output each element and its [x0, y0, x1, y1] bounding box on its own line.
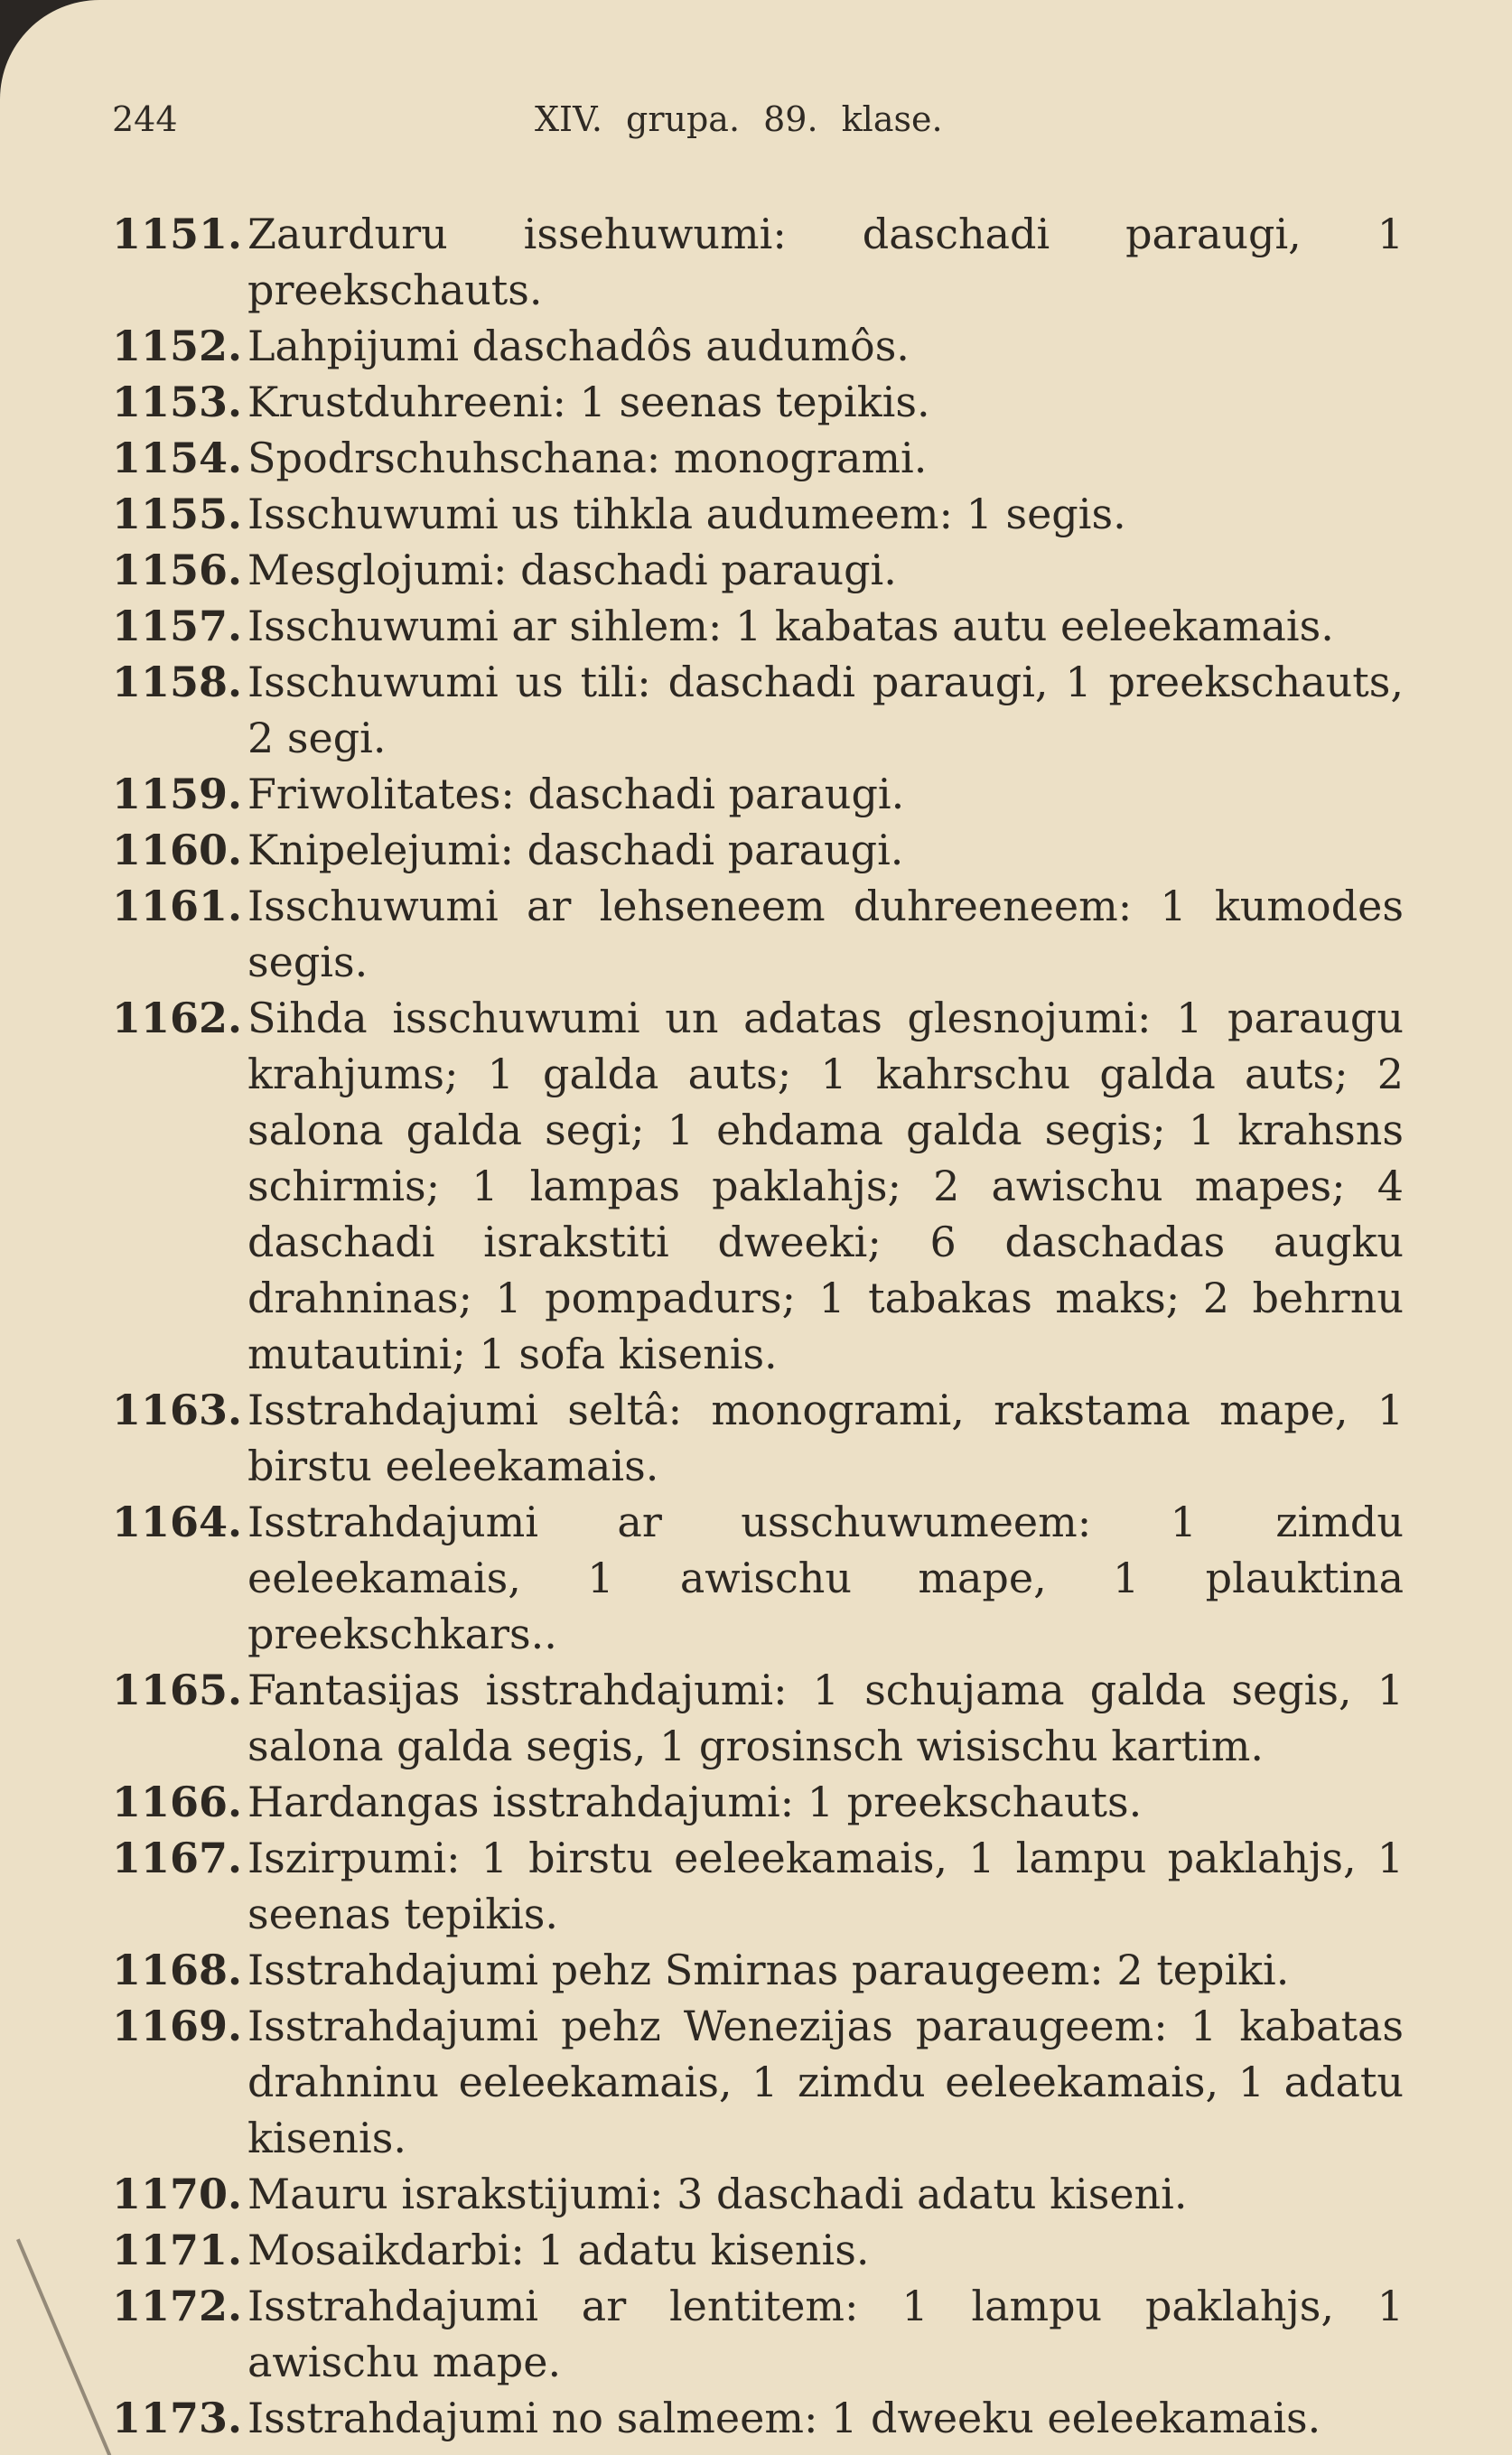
page-header: [112, 90, 1422, 145]
catalog-entry: [112, 2278, 1404, 2390]
catalog-entry: [112, 430, 1404, 486]
entry-number: 1160.: [112, 826, 243, 874]
catalog-entry: [112, 2166, 1404, 2222]
catalog-entry: [112, 542, 1404, 598]
entry-number: 1166.: [112, 1778, 243, 1826]
entry-number: 1155.: [112, 490, 243, 538]
catalog-entry: [112, 1382, 1404, 1494]
entry-number: 1154.: [112, 434, 243, 482]
catalog-entry: [112, 654, 1404, 766]
catalog-entry: [112, 878, 1404, 990]
entry-text: Sihda isschuwumi un adatas glesnojumi: 1 paraugu krahjums; 1 galda auts; 1 kahrschu galda auts; 2 salona galda segi; 1 ehdama galda segis; 1 krahsns schirmis; 1 lampas paklahjs; 2 awischu mapes; 4 daschadi israkstiti dweeki; 6 daschadas augku drahninas; 1 pompadurs; 1 tabakas maks; 2 behrnu mutautini; 1 sofa kisenis.: [247, 994, 1404, 1378]
running-title: XIV. grupa. 89. klase.: [535, 99, 943, 139]
entry-text: Iszirpumi: 1 birstu eeleekamais, 1 lampu paklahjs, 1 seenas tepikis.: [247, 1834, 1404, 1938]
catalog-entry: [112, 2222, 1404, 2278]
entry-number: 1170.: [112, 2170, 243, 2218]
entry-text: Isschuwumi ar lehseneem duhreeneem: 1 kumodes segis.: [247, 882, 1404, 986]
entry-number: 1167.: [112, 1834, 243, 1882]
entry-text: Isstrahdajumi ar usschuwumeem: 1 zimdu eeleekamais, 1 awischu mape, 1 plauktina preekschkars..: [247, 1498, 1404, 1658]
catalog-entry: [112, 374, 1404, 430]
entry-text: Mesglojumi: daschadi paraugi.: [247, 546, 897, 594]
catalog-entry: [112, 1942, 1404, 1998]
catalog-entry: [112, 1774, 1404, 1830]
entry-number: 1173.: [112, 2394, 243, 2442]
entry-text: Mosaikdarbi: 1 adatu kisenis.: [247, 2226, 870, 2274]
entry-number: 1159.: [112, 770, 243, 818]
page-number: 244: [112, 99, 178, 139]
entry-text: Mauru israkstijumi: 3 daschadi adatu kiseni.: [247, 2170, 1188, 2218]
page-crease: [16, 2238, 111, 2455]
entry-text: Fantasijas isstrahdajumi: 1 schujama galda segis, 1 salona galda segis, 1 grosinsch wisischu kartim.: [247, 1666, 1404, 1770]
entry-text: Isschuwumi us tili: daschadi paraugi, 1 preekschauts, 2 segi.: [247, 658, 1404, 762]
entry-number: 1156.: [112, 546, 243, 594]
entry-text: Isstrahdajumi ar lentitem: 1 lampu paklahjs, 1 awischu mape.: [247, 2282, 1404, 2386]
catalog-entries: [112, 206, 1404, 2446]
entry-text: Isstrahdajumi pehz Smirnas paraugeem: 2 tepiki.: [247, 1946, 1290, 1994]
catalog-entry: [112, 1998, 1404, 2166]
entry-text: Friwolitates: daschadi paraugi.: [247, 770, 905, 818]
entry-number: 1171.: [112, 2226, 243, 2274]
catalog-entry: [112, 990, 1404, 1382]
entry-text: Krustduhreeni: 1 seenas tepikis.: [247, 378, 930, 426]
entry-text: Zaurduru issehuwumi: daschadi paraugi, 1 preekschauts.: [247, 210, 1404, 314]
entry-number: 1157.: [112, 602, 243, 650]
entry-text: Isstrahdajumi pehz Wenezijas paraugeem: 1 kabatas drahninu eeleekamais, 1 zimdu eeleekamais, 1 adatu kisenis.: [247, 2002, 1404, 2162]
catalog-entry: [112, 822, 1404, 878]
entry-number: 1152.: [112, 322, 243, 370]
entry-number: 1172.: [112, 2282, 243, 2330]
entry-text: Isstrahdajumi no salmeem: 1 dweeku eeleekamais.: [247, 2394, 1321, 2442]
entry-text: Hardangas isstrahdajumi: 1 preekschauts.: [247, 1778, 1143, 1826]
catalog-entry: [112, 2390, 1404, 2446]
entry-number: 1162.: [112, 994, 243, 1042]
catalog-entry: [112, 486, 1404, 542]
entry-number: 1168.: [112, 1946, 243, 1994]
catalog-entry: [112, 598, 1404, 654]
entry-number: 1153.: [112, 378, 243, 426]
entry-text: Isstrahdajumi seltâ: monogrami, rakstama mape, 1 birstu eeleekamais.: [247, 1386, 1404, 1490]
entry-text: Lahpijumi daschadôs audumôs.: [247, 322, 910, 370]
entry-number: 1163.: [112, 1386, 243, 1434]
entry-number: 1169.: [112, 2002, 243, 2050]
entry-text: Spodrschuhschana: monogrami.: [247, 434, 928, 482]
entry-number: 1151.: [112, 210, 243, 258]
catalog-entry: [112, 206, 1404, 318]
entry-number: 1161.: [112, 882, 243, 930]
entry-number: 1165.: [112, 1666, 243, 1714]
entry-number: 1158.: [112, 658, 243, 706]
entry-number: 1164.: [112, 1498, 243, 1546]
catalog-entry: [112, 766, 1404, 822]
entry-text: Knipelejumi: daschadi paraugi.: [247, 826, 904, 874]
entry-text: Isschuwumi ar sihlem: 1 kabatas autu eeleekamais.: [247, 602, 1334, 650]
entry-text: Isschuwumi us tihkla audumeem: 1 segis.: [247, 490, 1126, 538]
catalog-entry: [112, 1494, 1404, 1662]
catalog-entry: [112, 1662, 1404, 1774]
catalog-entry: [112, 318, 1404, 374]
catalog-entry: [112, 1830, 1404, 1942]
